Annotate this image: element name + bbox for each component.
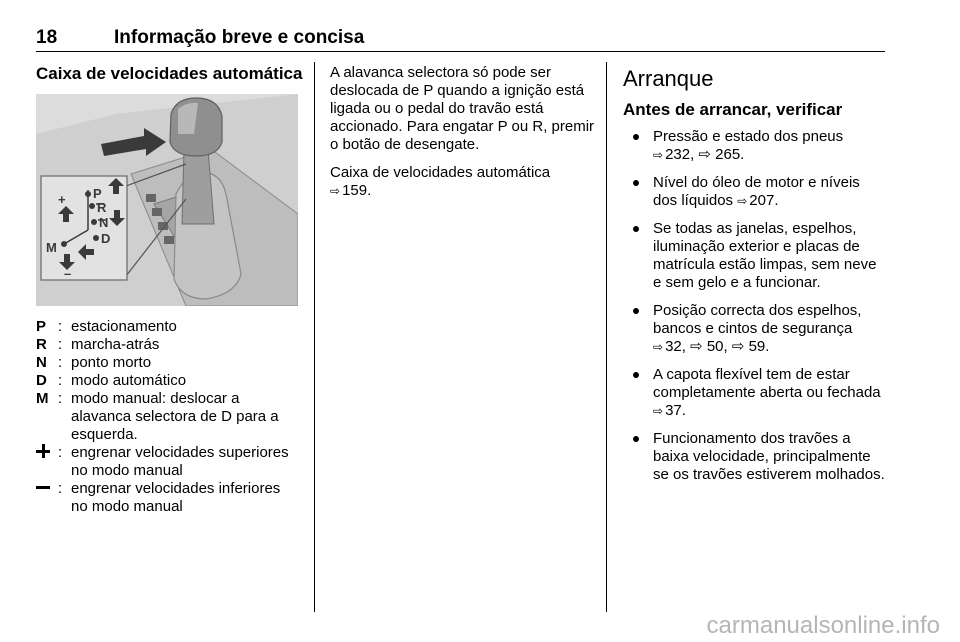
page-number: 18 (36, 27, 58, 48)
legend-row: R : marcha-atrás (36, 336, 300, 354)
gear-label-d: D (101, 231, 111, 246)
gearbox-reference-text: Caixa de velocidades automática (330, 164, 551, 181)
column-divider (606, 62, 607, 612)
page-ref[interactable]: 32, ⇨ 50, ⇨ 59. (665, 338, 770, 355)
page-ref-arrow-icon: ⇨ (737, 194, 748, 208)
section-title-starting: Arranque (623, 66, 714, 91)
legend-row: : engrenar velocidades superiores no modo manual (36, 444, 300, 480)
gear-label-p: P (93, 186, 102, 201)
gear-label-minus: – (64, 266, 72, 281)
page-ref[interactable]: 37. (665, 402, 686, 419)
list-item: Nível do óleo de motor e níveis dos líquidos ⇨ 207. (623, 174, 888, 210)
legend-key: M (36, 390, 49, 407)
legend-text: engrenar velocidades inferiores no modo manual (71, 480, 281, 515)
selector-paragraph: A alavanca selectora só pode ser deslocada de P quando a ignição está ligada ou o pedal do travão está accionado. Para engatar P ou R, premir o botão de desengate. (330, 64, 595, 153)
legend-text: ponto morto (71, 354, 152, 371)
column-selector-info (330, 64, 596, 210)
legend-text: estacionamento (71, 318, 177, 335)
gear-selector-illustration (36, 94, 298, 306)
list-item: A capota flexível tem de estar completamente aberta ou fechada ⇨ 37. (623, 366, 888, 420)
page-ref[interactable]: 207. (749, 192, 779, 209)
legend-key: N (36, 354, 47, 371)
page-ref-arrow-icon: ⇨ (653, 404, 664, 418)
plus-symbol-icon (36, 444, 58, 480)
page-ref-arrow-icon: ⇨ (653, 340, 664, 354)
list-item: Pressão e estado dos pneus ⇨ 232, ⇨ 265. (623, 128, 888, 164)
legend-text: modo manual: deslocar a alavanca selectora de D para a esquerda. (71, 390, 279, 443)
gearbox-reference (330, 164, 596, 200)
gear-label-r: R (97, 200, 107, 215)
page-ref-arrow-icon: ⇨ (653, 148, 664, 162)
page-header (36, 27, 885, 52)
gear-label-plus: + (58, 192, 66, 207)
list-item: Posição correcta dos espelhos, bancos e cintos de segurança ⇨ 32, ⇨ 50, ⇨ 59. (623, 302, 888, 356)
legend-row: D : modo automático (36, 372, 300, 390)
gear-selector-drawing (36, 94, 298, 306)
list-item: Funcionamento dos travões a baixa velocidade, principalmente se os travões estiverem molhados. (623, 430, 888, 484)
gearbox-reference-page[interactable]: 159. (342, 182, 372, 199)
gear-label-m: M (46, 240, 57, 255)
legend-text: engrenar velocidades superiores no modo manual (71, 444, 289, 479)
list-item: Se todas as janelas, espelhos, iluminação exterior e placas de matrícula estão limpas, sem neve e sem gelo e a funcionar. (623, 220, 888, 292)
gear-label-n: N (99, 215, 109, 230)
legend-key: P (36, 318, 47, 335)
section-title-gearbox: Caixa de velocidades automática (36, 64, 303, 83)
minus-symbol-icon (36, 480, 58, 516)
legend-row: M : modo manual: deslocar a alavanca selectora de D para a esquerda. (36, 390, 300, 444)
watermark: carmanualsonline.info (706, 612, 940, 639)
column-divider (314, 62, 315, 612)
checklist (623, 128, 888, 484)
column-starting (623, 64, 888, 494)
subsection-title-check: Antes de arrancar, verificar (623, 100, 843, 119)
legend-row: : engrenar velocidades inferiores no modo manual (36, 480, 300, 516)
legend-text: modo automático (71, 372, 187, 389)
page-ref[interactable]: 232, ⇨ 265. (665, 146, 745, 163)
gear-legend (36, 318, 300, 516)
page-ref-arrow-icon: ⇨ (330, 184, 341, 198)
legend-key: R (36, 336, 47, 353)
legend-text: marcha-atrás (71, 336, 160, 353)
page-title: Informação breve e concisa (114, 27, 365, 48)
legend-row: P : estacionamento (36, 318, 300, 336)
legend-row: N : ponto morto (36, 354, 300, 372)
legend-key: D (36, 372, 47, 389)
column-gearbox (36, 64, 303, 516)
